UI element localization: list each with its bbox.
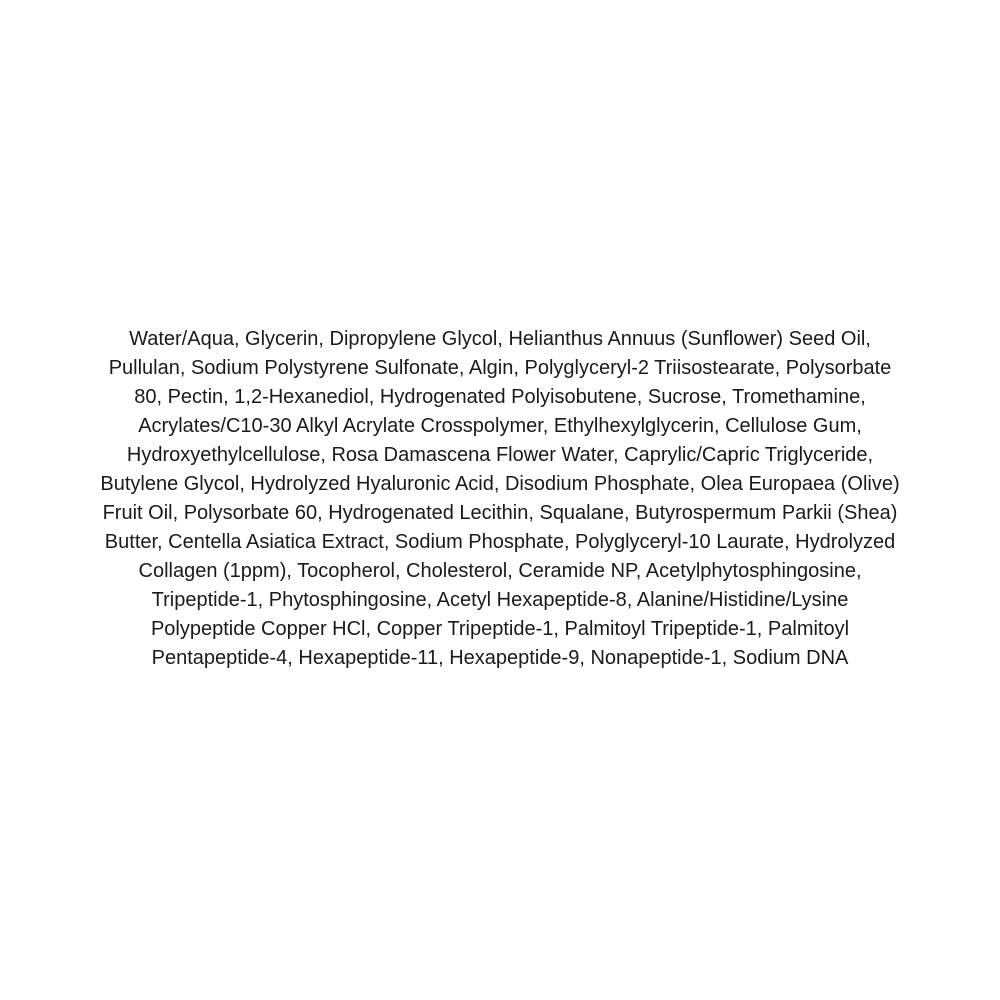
ingredients-line: Butylene Glycol, Hydrolyzed Hyaluronic Acid, Disodium Phosphate, Olea Europaea (Olive) bbox=[100, 473, 900, 495]
ingredients-line: Acrylates/C10-30 Alkyl Acrylate Crosspolymer, Ethylhexylglycerin, Cellulose Gum, bbox=[138, 415, 862, 437]
ingredients-line: Butter, Centella Asiatica Extract, Sodium Phosphate, Polyglyceryl-10 Laurate, Hydrolyzed bbox=[104, 531, 896, 553]
ingredients-line: Water/Aqua, Glycerin, Dipropylene Glycol, Helianthus Annuus (Sunflower) Seed Oil, bbox=[129, 328, 871, 350]
ingredients-line: Polypeptide Copper HCl, Copper Tripeptide-1, Palmitoyl Tripeptide-1, Palmitoyl bbox=[150, 618, 850, 640]
ingredients-line: Hydroxyethylcellulose, Rosa Damascena Flower Water, Caprylic/Capric Triglyceride, bbox=[126, 444, 874, 466]
ingredients-line: Pullulan, Sodium Polystyrene Sulfonate, Algin, Polyglyceryl-2 Triisostearate, Polysorbate bbox=[108, 357, 892, 379]
ingredients-line: Fruit Oil, Polysorbate 60, Hydrogenated Lecithin, Squalane, Butyrospermum Parkii (Shea) bbox=[102, 502, 898, 524]
ingredients-line: Pentapeptide-4, Hexapeptide-11, Hexapeptide-9, Nonapeptide-1, Sodium DNA bbox=[151, 647, 849, 669]
ingredients-line: Collagen (1ppm), Tocopherol, Cholesterol, Ceramide NP, Acetylphytosphingosine, bbox=[138, 560, 862, 582]
ingredients-line: 80, Pectin, 1,2-Hexanediol, Hydrogenated Polyisobutene, Sucrose, Tromethamine, bbox=[134, 386, 866, 408]
ingredients-list bbox=[0, 325, 1000, 673]
ingredients-line: Tripeptide-1, Phytosphingosine, Acetyl Hexapeptide-8, Alanine/Histidine/Lysine bbox=[151, 589, 849, 611]
